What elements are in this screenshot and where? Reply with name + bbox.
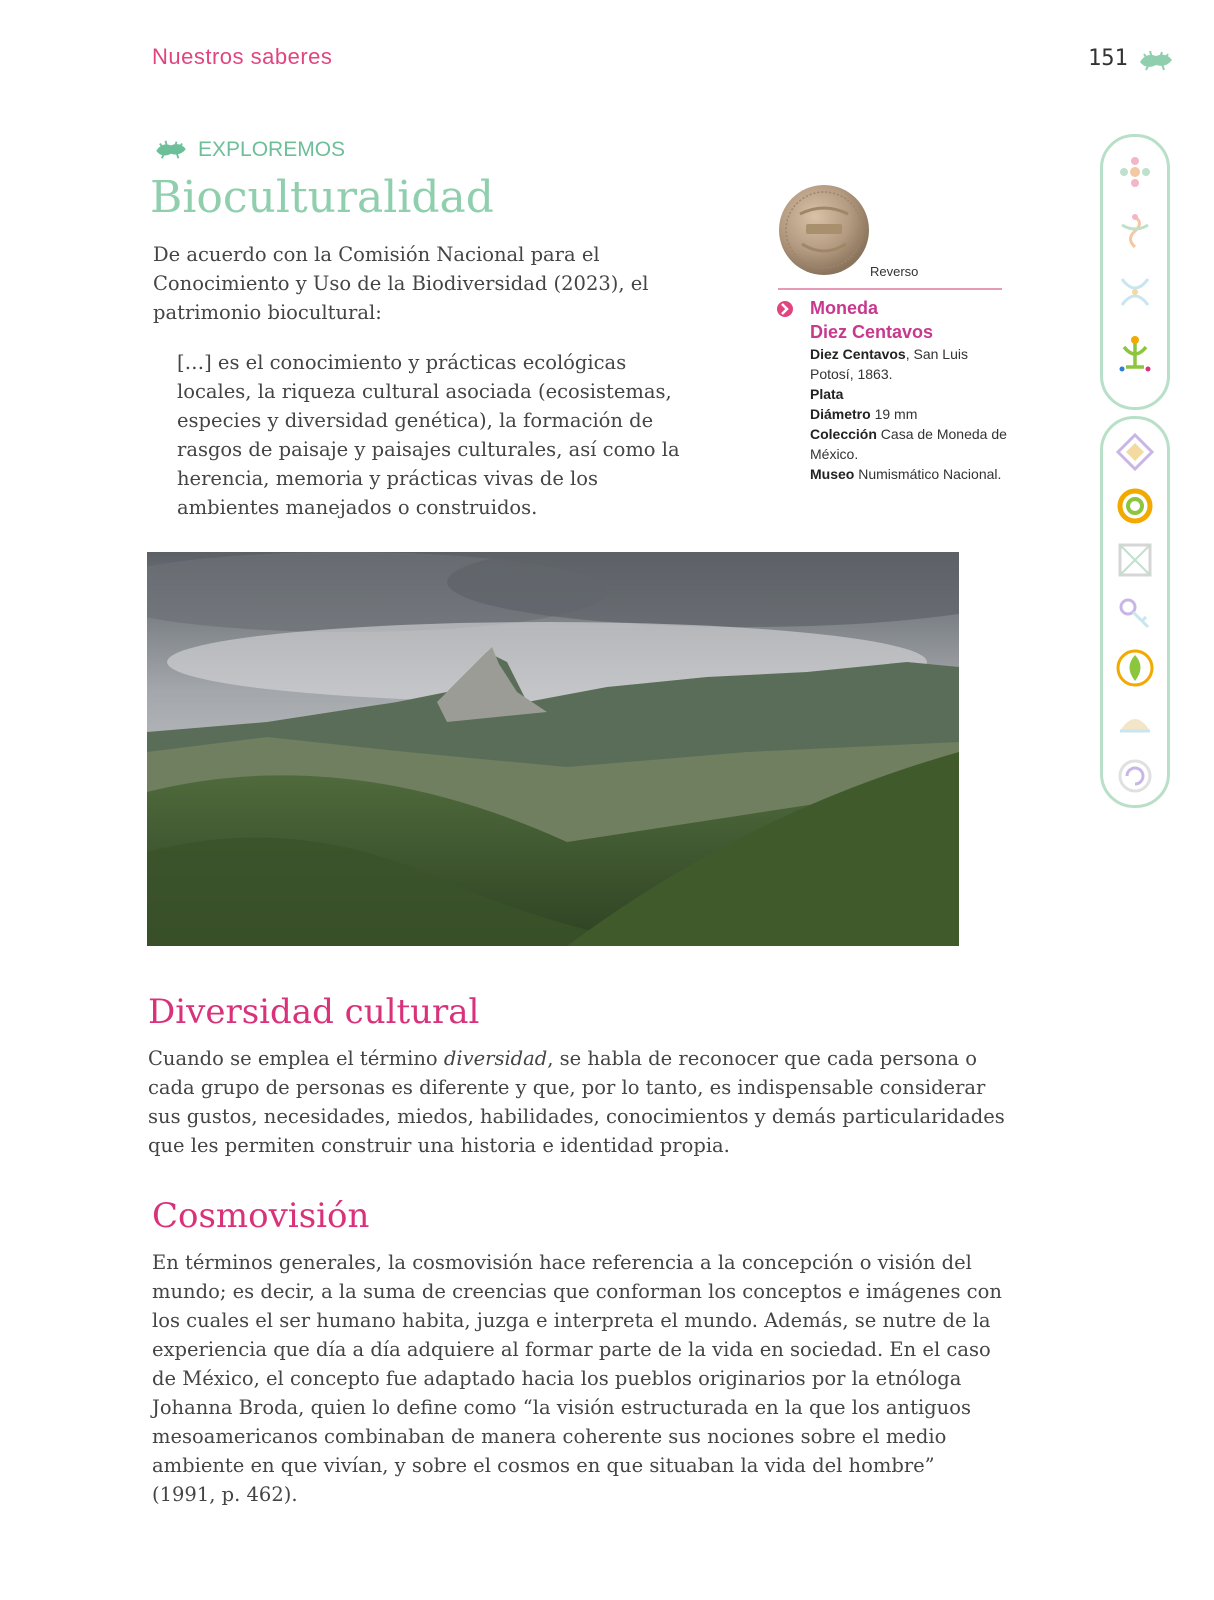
shell-icon[interactable] [1114,701,1156,743]
coin-collection: Colección Casa de Moneda de México. [810,426,1007,462]
coin-heading-1: Moneda [810,298,879,318]
coin-name: Diez Centavos, San Luis Potosí, 1863. [810,346,968,382]
page-number: 151 [1088,46,1128,71]
coin-heading-2: Diez Centavos [810,322,934,342]
running-head: Nuestros saberes [152,44,333,69]
sidebar-tab-group-bottom[interactable] [1100,416,1170,808]
figure-pale-icon[interactable] [1114,271,1156,313]
spiral-icon[interactable] [1114,755,1156,797]
figure-swirl-icon[interactable] [1114,211,1156,253]
axolotl-icon [1136,48,1176,74]
sidebar-tab-group-top[interactable] [1100,134,1170,410]
arrow-right-icon [776,300,794,318]
divider [778,288,1002,290]
coin-material: Plata [810,386,844,402]
leaf-icon[interactable] [1114,647,1156,689]
section-tag-label: EXPLOREMOS [198,138,346,161]
intro-paragraph: De acuerdo con la Comisión Nacional para el Conocimiento y Uso de la Biodiversidad (2023), el patrimonio biocultural: [153,243,649,324]
coin-side-label: Reverso [870,264,919,279]
coin-caption [810,296,1010,484]
key-icon[interactable] [1114,593,1156,635]
section-tag [152,138,345,162]
diversidad-paragraph: Cuando se emplea el término diversidad, se habla de reconocer que cada persona o cada grupo de personas es diferente y que, por lo tanto, es indispensable considerar sus gustos, necesidades, miedos, habilidades, conocimientos y demás particularidades que les permiten construir una historia e identidad propia. [148,1047,1005,1157]
cosmovision-paragraph: En términos generales, la cosmovisión hace referencia a la concepción o visión del mundo; es decir, a la suma de creencias que conforman los conceptos e imágenes con los cuales el ser humano habita, juzga e interpreta el mundo. Además, se nutre de la experiencia que día a día adquiere al formar parte de la vida en sociedad. En el caso de México, el concepto fue adaptado hacia los pueblos originarios por la etnóloga Johanna Broda, quien lo define como “la visión estructurada en la que los antiguos mesoamericanos combinaban de manera coherente sus nociones sobre el medio ambiente en que vivían, y sobre el cosmos en que situaban la vida del hombre” (1991, p. 462). [152,1251,1002,1506]
quote-paragraph: […] es el conocimiento y prácticas ecológicas locales, la riqueza cultural asociada (ecosistemas, especies y diversidad genética), la formación de rasgos de paisaje y paisajes culturales, así como la herencia, memoria y prácticas vivas de los ambientes manejados o construidos. [177,351,680,519]
flower-dots-icon[interactable] [1114,151,1156,193]
coin-diameter: Diámetro 19 mm [810,406,918,422]
section-heading-cosmovision: Cosmovisión [152,1196,370,1236]
axolotl-icon [152,138,190,162]
landscape-photo [147,552,959,946]
coin-image [778,184,870,276]
section-heading-diversidad: Diversidad cultural [148,992,480,1032]
figure-active-icon[interactable] [1114,333,1156,375]
coin-museum: Museo Numismático Nacional. [810,466,1002,482]
diamond-icon[interactable] [1114,431,1156,473]
ring-icon[interactable] [1114,485,1156,527]
star-square-icon[interactable] [1114,539,1156,581]
page-title: Bioculturalidad [150,172,494,223]
